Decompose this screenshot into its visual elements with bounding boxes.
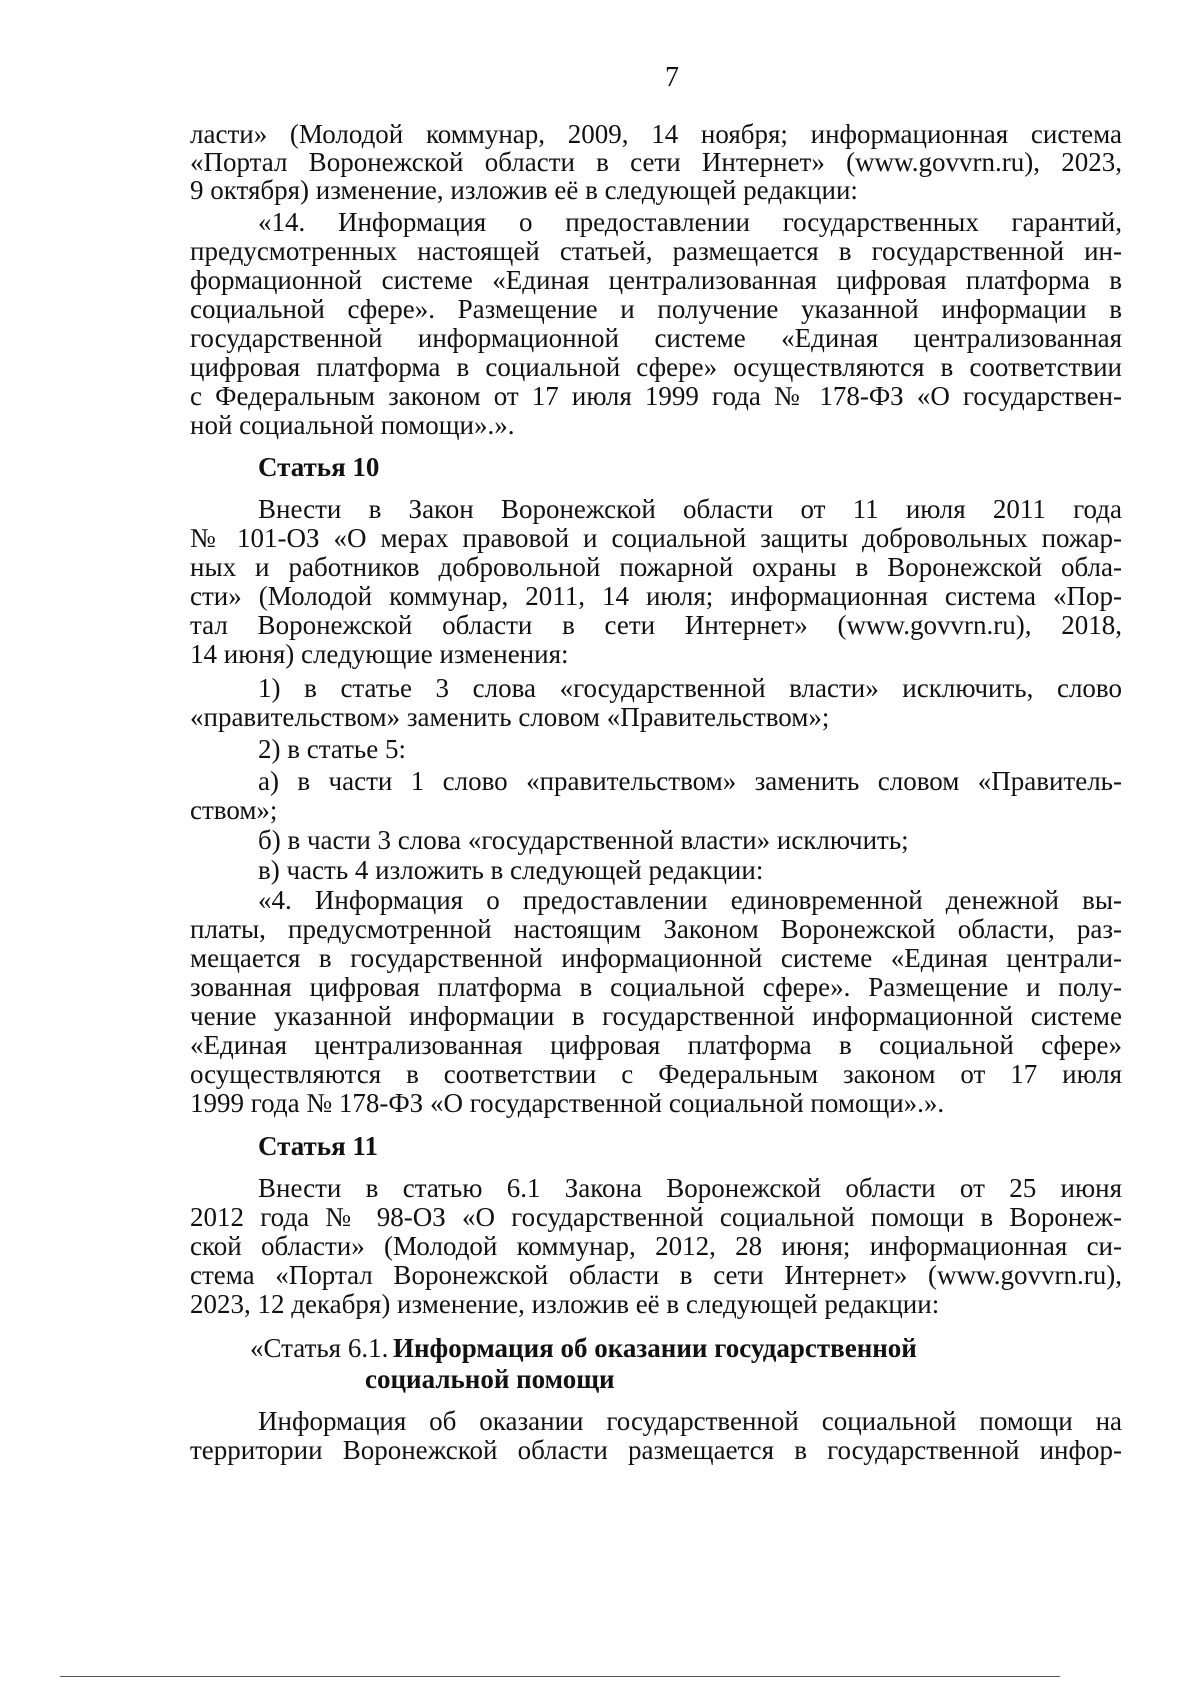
paragraph-line: 14 июня) следующие изменения: — [190, 639, 569, 669]
article-heading: Статья 11 — [258, 1131, 378, 1161]
paragraph-line: «14. Информация о предоставлении государственных гарантий, — [258, 207, 1122, 237]
paragraph-line: «Портал Воронежской области в сети Интернет» (www.govvrn.ru), 2023, — [190, 147, 1122, 177]
paragraph-line: сти» (Молодой коммунар, 2011, 14 июля; информационная система «Пор- — [190, 581, 1122, 611]
paragraph-line: а) в части 1 слово «правительством» заменить словом «Правитель- — [258, 766, 1122, 796]
paragraph-line: 2012 года № 98-ОЗ «О государственной социальной помощи в Воронеж- — [190, 1202, 1122, 1232]
paragraph-line: формационной системе «Единая централизованная цифровая платформа в — [190, 265, 1122, 295]
paragraph-line: зованная цифровая платформа в социальной сфере». Размещение и полу- — [190, 972, 1122, 1002]
paragraph-line: чение указанной информации в государственной информационной системе — [190, 1001, 1122, 1031]
paragraph-line: «Единая централизованная цифровая платформа в социальной сфере» — [190, 1030, 1122, 1060]
paragraph-line: предусмотренных настоящей статьей, размещается в государственной ин- — [190, 236, 1122, 266]
paragraph-line: ской области» (Молодой коммунар, 2012, 28 июня; информационная си- — [190, 1231, 1122, 1261]
paragraph-line: Внести в Закон Воронежской области от 11 июля 2011 года — [258, 494, 1122, 524]
paragraph-line: тал Воронежской области в сети Интернет» (www.govvrn.ru), 2018, — [190, 610, 1122, 640]
paragraph-line: 9 октября) изменение, изложив её в следующей редакции: — [190, 175, 858, 205]
quoted-article-title: социальной помощи — [365, 1364, 615, 1394]
paragraph-line: «правительством» заменить словом «Правительством»; — [190, 702, 830, 732]
page-number: 7 — [665, 62, 679, 93]
paragraph-line: 1) в статье 3 слова «государственной власти» исключить, слово — [258, 673, 1122, 703]
article-heading: Статья 10 — [258, 452, 380, 482]
paragraph-line: б) в части 3 слова «государственной власти» исключить; — [258, 825, 909, 855]
paragraph-line: 1999 года № 178-ФЗ «О государственной социальной помощи».». — [190, 1088, 945, 1118]
paragraph-line: ной социальной помощи».». — [190, 410, 515, 440]
paragraph-line: ласти» (Молодой коммунар, 2009, 14 ноября; информационная система — [190, 119, 1122, 149]
quoted-article-title: Информация об оказании государственной — [393, 1333, 917, 1363]
paragraph-line: «4. Информация о предоставлении единовременной денежной вы- — [258, 885, 1122, 915]
paragraph-line: ством»; — [190, 795, 278, 825]
paragraph-line: Информация об оказании государственной социальной помощи на — [258, 1406, 1122, 1436]
paragraph-line: цифровая платформа в социальной сфере» осуществляются в соответствии — [190, 352, 1122, 382]
paragraph-line: с Федеральным законом от 17 июля 1999 года № 178-ФЗ «О государствен- — [190, 381, 1122, 411]
paragraph-line: № 101-ОЗ «О мерах правовой и социальной защиты добровольных пожар- — [190, 523, 1122, 553]
paragraph-line: 2) в статье 5: — [258, 734, 406, 764]
paragraph-line: в) часть 4 изложить в следующей редакции: — [258, 855, 764, 885]
paragraph-line: 2023, 12 декабря) изменение, изложив её в следующей редакции: — [190, 1289, 940, 1319]
paragraph-line: государственной информационной системе «Единая централизованная — [190, 323, 1122, 353]
paragraph-line: мещается в государственной информационной системе «Единая централи- — [190, 943, 1122, 973]
quoted-article-prefix: «Статья 6.1. — [250, 1333, 396, 1363]
paragraph-line: ных и работников добровольной пожарной охраны в Воронежской обла- — [190, 552, 1122, 582]
paragraph-line: Внести в статью 6.1 Закона Воронежской области от 25 июня — [258, 1173, 1122, 1203]
paragraph-line: платы, предусмотренной настоящим Законом Воронежской области, раз- — [190, 914, 1122, 944]
paragraph-line: территории Воронежской области размещается в государственной инфор- — [190, 1435, 1122, 1465]
bottom-rule — [60, 1676, 1060, 1677]
paragraph-line: социальной сфере». Размещение и получение указанной информации в — [190, 294, 1122, 324]
paragraph-line: осуществляются в соответствии с Федеральным законом от 17 июля — [190, 1059, 1122, 1089]
paragraph-line: стема «Портал Воронежской области в сети Интернет» (www.govvrn.ru), — [190, 1260, 1122, 1290]
